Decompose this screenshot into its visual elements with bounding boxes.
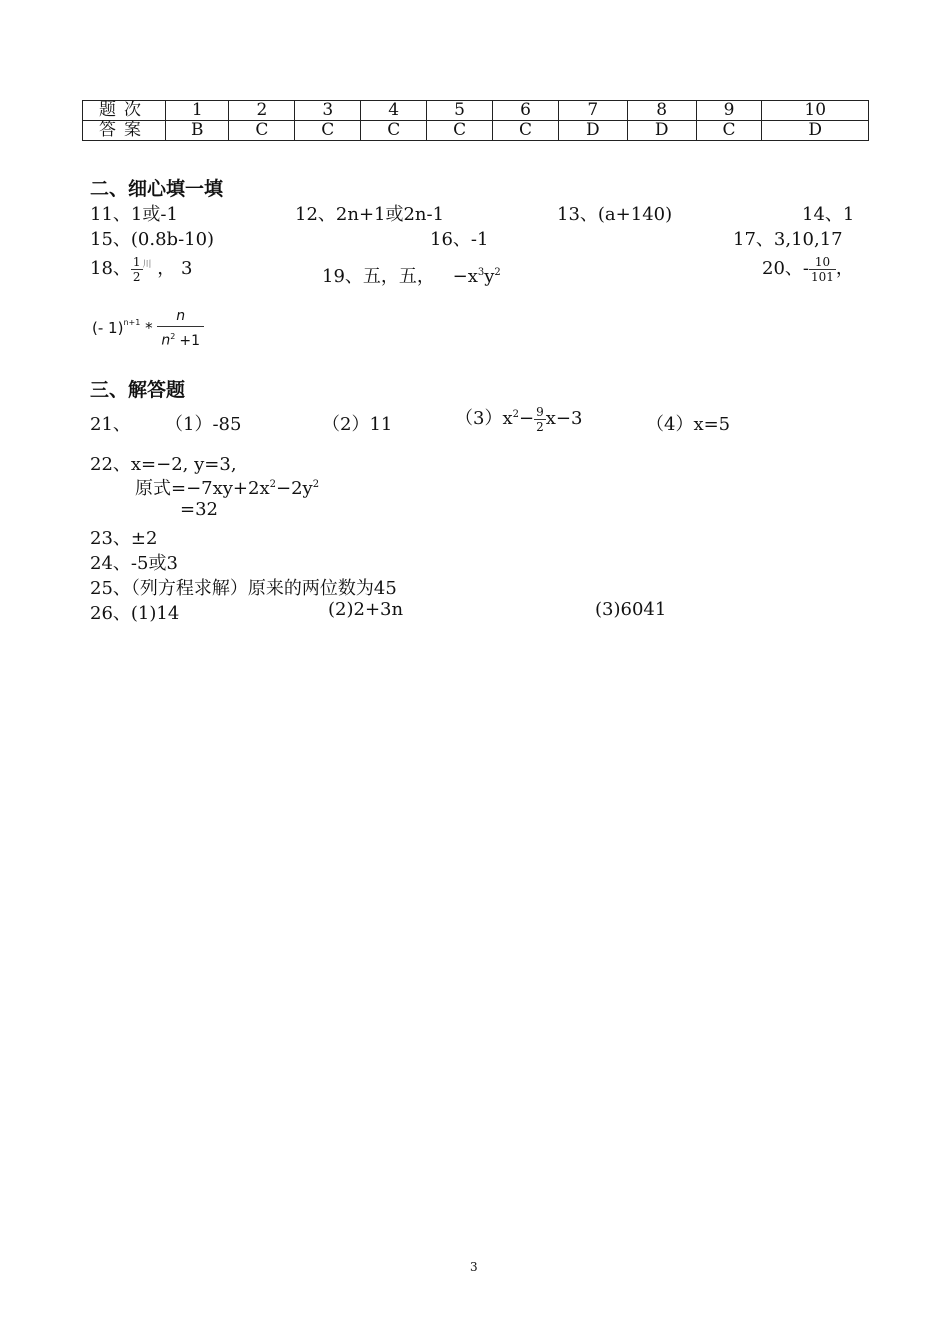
answer-q18 [90,254,192,284]
q19-exp1: 3 [477,267,485,278]
q21-3-exp: 2 [512,409,519,420]
answer-q11: 11、1或-1 [90,204,178,225]
header-label-cell: 题次 [83,101,166,121]
q22-exp2: 2 [312,479,320,490]
q18-label: 18、 [90,258,131,279]
section2-heading: 二、细心填一填 [90,178,224,200]
question-number-cell: 6 [493,101,559,121]
q22-exp1: 2 [269,479,276,490]
q18-mark: 川 [142,260,152,270]
question-number-cell: 9 [696,101,762,121]
question-number-cell: 1 [166,101,229,121]
answer-q12: 12、2n+1或2n-1 [295,204,445,225]
answer-cell: C [295,121,361,141]
answer-label-cell: 答案 [83,121,166,141]
q20-formula-num: n [176,308,186,324]
q20-formula-base: (- 1) [92,318,124,337]
question-number-cell: 7 [558,101,627,121]
answer-cell: C [427,121,493,141]
answer-table [82,100,869,141]
q20-formula-fraction [157,306,204,351]
answer-q21-1: （1）-85 [165,414,242,435]
q21-3-b: − [518,408,535,429]
answer-q14: 14、1 [802,204,855,225]
answer-cell: C [696,121,762,141]
answer-cell: C [229,121,295,141]
answer-cell: B [166,121,229,141]
question-number-cell: 5 [427,101,493,121]
q20-comma: ， [835,258,854,279]
page-number: 3 [470,1260,478,1274]
answer-cell: C [361,121,427,141]
answer-q17: 17、3,10,17 [733,229,843,250]
answer-q26-1: 26、(1)14 [90,603,180,624]
question-number-cell: 8 [627,101,696,121]
q19-exp2: 2 [494,267,501,278]
table-row [83,121,869,141]
q20-formula-den-base: n [161,332,171,349]
q21-3-denominator: 2 [536,419,544,434]
q22-line2-b: −2y [276,478,313,499]
q22-line2-a: 原式=−7xy+2x [135,478,270,499]
answer-q21-4: （4）x=5 [646,414,731,435]
answer-q15: 15、(0.8b-10) [90,229,215,250]
q20-label: 20、- [762,258,809,279]
q20-formula-star: * [145,318,153,337]
answer-q16: 16、-1 [430,229,489,250]
answer-q21-2: （2）11 [322,414,393,435]
answer-q21-3 [455,404,582,434]
q20-formula [92,306,204,351]
q21-3-fraction [534,405,546,434]
table-row [83,101,869,121]
answer-q19 [322,262,501,288]
q18-denominator: 2 [132,269,141,284]
answer-q25: 25、（列方程求解）原来的两位数为45 [90,578,397,599]
section3-heading: 三、解答题 [90,379,186,401]
answer-q22-line1: 22、x=−2, y=3, [90,454,237,475]
q21-3-numerator: 9 [536,404,544,419]
question-number-cell: 4 [361,101,427,121]
q19-expr-a: −x [452,266,478,287]
q18-fraction [131,255,143,284]
q20-fraction [809,255,836,284]
answer-q26-3: (3)6041 [595,599,667,620]
question-number-cell: 2 [229,101,295,121]
answer-cell: C [493,121,559,141]
q20-numerator: 10 [814,254,831,269]
q18-numerator: 1 [132,254,141,269]
q20-formula-den-exp: 2 [170,332,176,341]
answer-q21-label: 21、 [90,414,131,435]
answer-cell: D [762,121,869,141]
answer-q22-line2 [135,474,319,500]
q20-formula-exp: n+1 [123,317,141,327]
answer-q24: 24、-5或3 [90,553,178,574]
answer-cell: D [627,121,696,141]
question-number-cell: 3 [295,101,361,121]
answer-cell: D [558,121,627,141]
q21-3-c: x−3 [545,408,583,429]
answer-q13: 13、(a+140) [557,204,673,225]
q21-3-a: （3）x [455,408,513,429]
answer-q22-line3: =32 [180,499,218,520]
answer-q23: 23、±2 [90,528,158,549]
question-number-cell: 10 [762,101,869,121]
q20-denominator: 101 [811,269,834,284]
q20-formula-den [157,326,204,351]
q18-rest: ， 3 [157,258,193,279]
answer-q20 [762,254,854,284]
q19-text: 19、五，五， [322,266,435,287]
q20-formula-den-rest: +1 [179,332,200,349]
q19-expr-b: y [484,266,495,287]
answer-q26-2: (2)2+3n [328,599,404,620]
